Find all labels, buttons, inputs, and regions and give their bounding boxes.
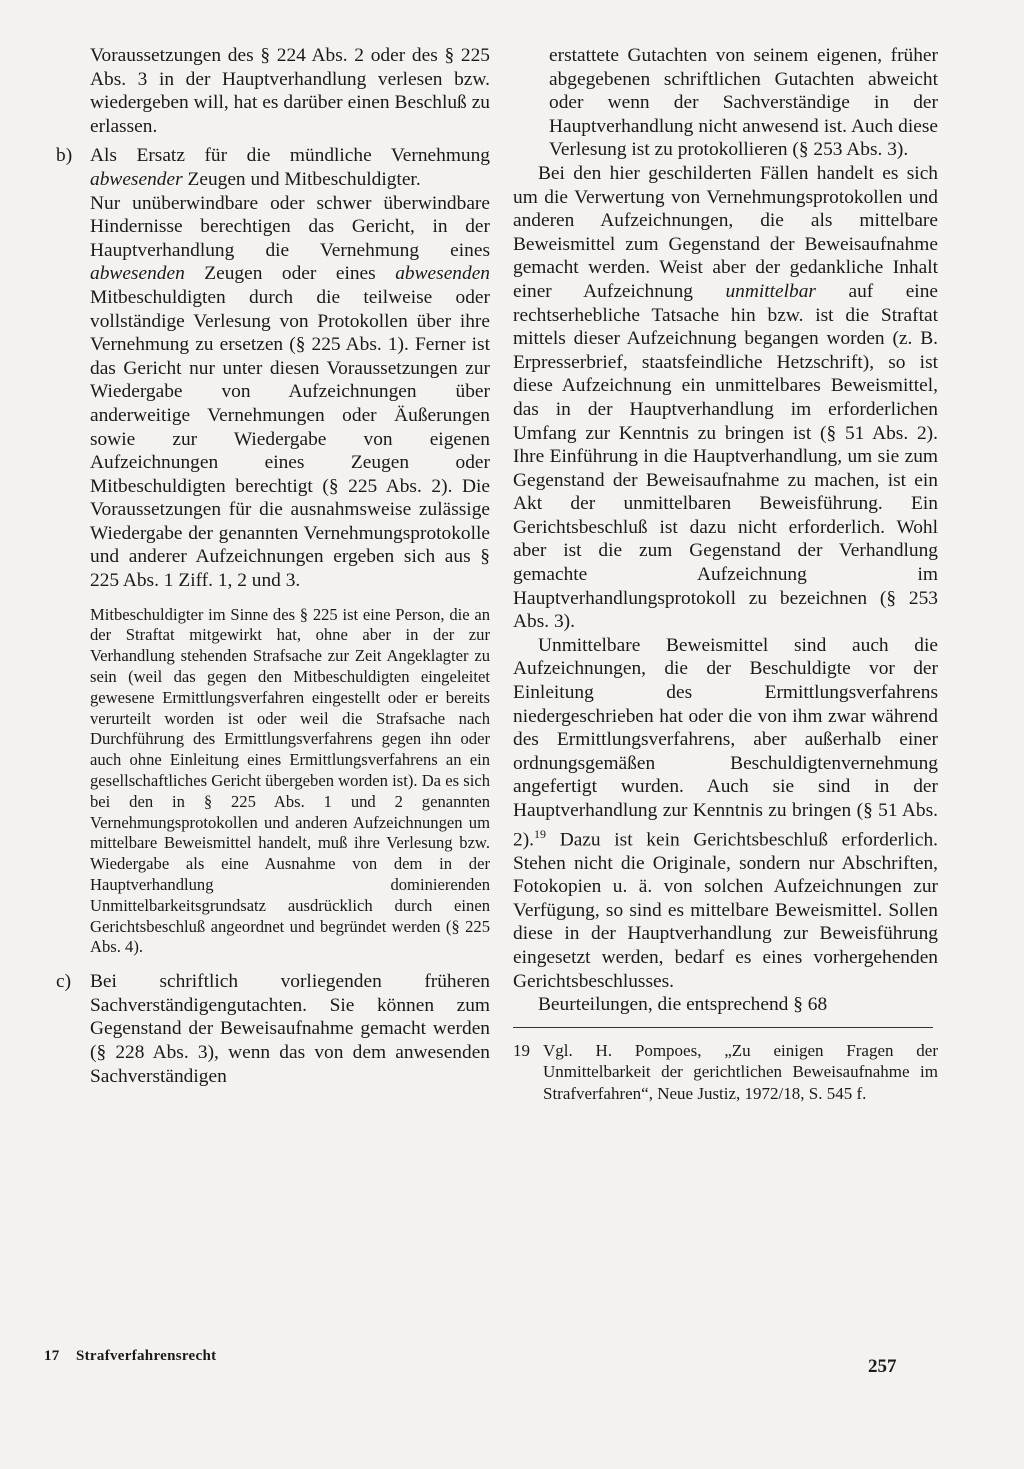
small-print-paragraph: Mitbeschuldigter im Sinne des § 225 ist eine Person, die an der Straftat mitgewirkt hat, ohne aber in der zur Verhandlung stehenden Strafsache zur Zeit Angeklagter zu sein (weil das gegen den Mitbeschuldigten eingeleitet gewesene Ermittlungsverfahren eingestellt oder er bereits verurteilt worden ist oder weil die Strafsache nach Durchführung des Ermittlungsverfahrens gegen ihn oder auch ohne Einleitung eines Ermittlungsverfahrens an ein gesellschaftliches Gericht übergeben worden ist). Da es sich bei den in § 225 Abs. 1 und 2 genannten Vernehmungsprotokollen und anderen Aufzeichnungen um mittelbare Beweismittel handelt, muß ihre Verlesung bzw. Wiedergabe als eine Ausnahme von dem in der Hauptverhandlung dominierenden Unmittelbarkeitsgrundsatz ausdrücklich durch einen Gerichtsbeschluß angeordnet und begründet werden (§ 225 Abs. 4). <box>90 604 490 957</box>
list-item-b-body: Nur unüberwindbare oder schwer überwindbare Hindernisse berechtigen das Gericht, in der Hauptverhandlung die Vernehmung eines abwesenden Zeugen oder eines abwesenden Mitbeschuldigten durch die teilweise oder vollständige Verlesung von Protokollen über ihre Vernehmung zu ersetzen (§ 225 Abs. 1). Ferner ist das Gericht nur unter diesen Voraussetzungen zur Wiedergabe von Aufzeichnungen über anderweitige Vernehmungen oder Äußerungen sowie zur Wiedergabe von eigenen Aufzeichnungen eines Zeugen oder Mitbeschuldigten berechtigt (§ 225 Abs. 2). Die Voraussetzungen für die ausnahmsweise zulässige Wiedergabe der genannten Vernehmungsprotokolle und anderer Aufzeichnungen ergeben sich aus § 225 Abs. 1 Ziff. 1, 2 und 3. <box>90 192 490 592</box>
list-item-b-heading: Als Ersatz für die mündliche Vernehmung abwesender Zeugen und Mitbeschuldigter. <box>90 145 490 190</box>
paragraph-beurteilungen: Beurteilungen, die entsprechend § 68 <box>538 994 828 1016</box>
list-marker-b: b) <box>56 145 73 167</box>
continued-paragraph: erstattete Gutachten von seinem eigenen, früher abgegebenen schriftlichen Gutachten abweicht oder wenn der Sachverständige in der Hauptverhandlung nicht anwesend ist. Auch diese Verlesung ist zu protokollieren (§ 253 Abs. 3). <box>549 45 938 161</box>
signature-number: 17 <box>44 1348 60 1364</box>
footnote-reference[interactable]: 19 <box>534 826 547 841</box>
paragraph-fallgruppen: Bei den hier geschilderten Fällen handelt es sich um die Verwertung von Vernehmungsprotokollen und anderen Aufzeichnungen, die als mittelbare Beweismittel zum Gegenstand der Beweisaufnahme gemacht werden. Weist aber der gedankliche Inhalt einer Aufzeichnung unmittelbar auf eine rechtserhebliche Tatsache hin bzw. ist die Straftat mittels dieser Aufzeichnung begangen worden (z. B. Erpresserbrief, staatsfeindliche Hetzschrift), so ist diese Aufzeichnung ein unmittelbares Beweismittel, das in der Hauptverhandlung im erforderlichen Umfang zur Kenntnis zu bringen ist (§ 51 Abs. 2). Ihre Einführung in die Hauptverhandlung, um sie zum Gegenstand der Beweisaufnahme zu machen, ist ein Akt der unmittelbaren Beweisführung. Ein Gerichtsbeschluß ist dazu nicht erforderlich. Wohl aber ist die zum Gegenstand der Verhandlung gemachte Aufzeichnung im Hauptverhandlungsprotokoll zu bezeichnen (§ 253 Abs. 3). <box>513 162 938 633</box>
footnote <box>513 1040 938 1104</box>
paragraph-unmittelbare-beweismittel: Unmittelbare Beweismittel sind auch die Aufzeichnungen, die der Beschuldigte vor der Einleitung des Ermittlungsverfahrens niedergeschrieben hat oder die von ihm zwar während des Ermittlungsverfahrens, aber außerhalb einer ordnungsgemäßen Beschuldigtenvernehmung angefertigt wurden. Auch sie sind in der Hauptverhandlung zur Kenntnis zu bringen (§ 51 Abs. 2).$^{19}$ Dazu ist kein Gerichtsbeschluß erforderlich. Stehen nicht die Originale, sondern nur Abschriften, Fotokopien u. ä. von solchen Aufzeichnungen zur Verfügung, so sind es mittelbare Beweismittel. Sollen diese in der Hauptverhandlung zur Beweisführung eingesetzt werden, bedarf es eines vorhergehenden Gerichtsbeschlusses. <box>513 634 938 992</box>
list-marker-c: c) <box>56 971 72 993</box>
intro-paragraph: Voraussetzungen des § 224 Abs. 2 oder des § 225 Abs. 3 in der Hauptverhandlung verlesen bzw. wiedergeben will, hat es darüber einen Beschluß zu erlassen. <box>90 45 490 137</box>
signature-title: Strafverfahrensrecht <box>76 1348 217 1364</box>
list-item-c <box>56 970 490 1088</box>
list-item-b <box>56 144 490 958</box>
footnote-number: 19 <box>513 1040 530 1060</box>
footnote-text: Vgl. H. Pompoes, „Zu einigen Fragen der Unmittelbarkeit der gerichtlichen Beweisaufnahme im Strafverfahren“, Neue Justiz, 1972/18, S. 545 f. <box>543 1040 938 1103</box>
right-column <box>513 44 938 1104</box>
left-column <box>56 44 490 1088</box>
footnote-divider <box>513 1027 933 1028</box>
list-item-c-text: Bei schriftlich vorliegenden früheren Sachverständigengutachten. Sie können zum Gegenstand der Beweisaufnahme gemacht werden (§ 228 Abs. 3), wenn das von dem anwesenden Sachverständigen <box>90 971 490 1087</box>
emphasis: abwesender <box>90 168 183 190</box>
printer-signature <box>44 1348 216 1365</box>
page-number: 257 <box>868 1356 897 1377</box>
